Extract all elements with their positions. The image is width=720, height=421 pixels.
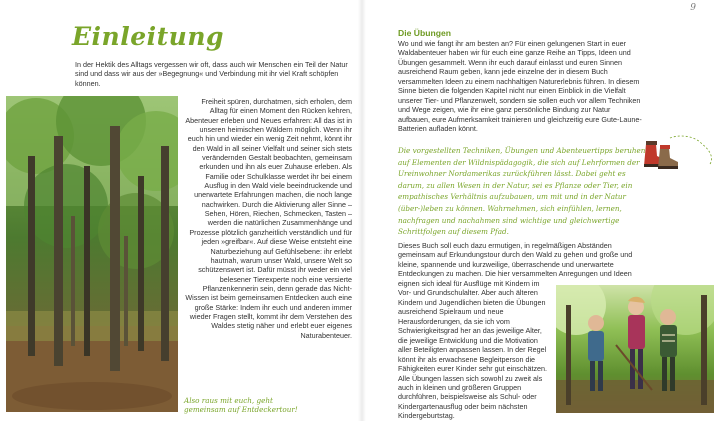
forest-photo: [6, 96, 178, 412]
section-heading: Die Übungen: [398, 28, 451, 38]
right-paragraph-1: Wo und wie fangt ihr am besten an? Für einen gelungenen Start in euer Waldabenteuer haben wir für euch eine ganze Reihe an Tipps, Ideen und Übungen gesammelt. Wenn ihr euch darauf einlasst und euren Sinnen ausreichend Raum geben, kann jede einzelne der in diesem Buch versammelten Ideen zu einem nachhaltigen Naturerlebnis führen. In diesem Sinne bieten die folgenden Kapitel nicht nur einen Einblick in die Vielfalt unserer Tier- und Pflanzenwelt, sondern sie sollen euch vor allem Techniken und Wege zeigen, wie ihr eine ganz persönliche Bindung zur Natur aufbauen, eure Aufmerksamkeit trainieren und gleichzeitig eure Gute-Laune-Batterien aufladen könnt.: [398, 39, 642, 134]
left-body-text: Freiheit spüren, durchatmen, sich erholen, dem Alltag für einen Moment den Rücken kehren, Abenteuer erleben und Neues erfahren: All das ist in unseren heimischen Wäldern möglich. Wenn ihr euch hin und wieder ein wenig Zeit nehmt, könnt ihr den Wald in all seiner Vielfalt und seiner sich stets verändernden Gestalt beobachten, gemeinsam erkunden und ihn als euer Zuhause erleben. Als Familie oder Schulklasse werdet ihr bei einem Ausflug in den Wald viele beeindruckende und unerwartete Erfahrungen machen, die noch lange nachwirken. Durch die Aktivierung aller Sinne – Sehen, Hören, Riechen, Schmecken, Tasten – werden die natürlichen Zusammenhänge und Prozesse plötzlich ganzheitlich verständlich und für jeden »greifbar«. Auf diese Weise entsteht eine Naturbeziehung auf Gefühlsebene: ihr erlebt hautnah, warum unser Wald, unsere Welt so schützenswert ist. Dafür müsst ihr weder ein viel belesener Tierexperte noch eine versierte Pflanzenkennerin sein, denn gerade das Nicht-Wissen ist beim gemeinsamen Entdecken auch eine große Stärke: Indem ihr euch und anderen immer wieder Fragen stellt, kommt ihr dem Verstehen des Waldes stetig näher und erlebt euer eigenes Naturabenteuer.: [185, 97, 352, 340]
intro-paragraph: In der Hektik des Alltags vergessen wir oft, dass auch wir Menschen ein Teil der Natur sind und dass wir aus der »Begegnung« und Verbindung mit ihr viel Kraft schöpfen können.: [75, 60, 348, 88]
page-number: 9: [690, 3, 696, 13]
children-in-forest-photo: [556, 285, 714, 413]
right-paragraph-2-top: Dieses Buch soll euch dazu ermutigen, in regelmäßigen Abständen gemeinsam auf Erkundungstour durch den Wald zu gehen und große und kleine, spannende und kurzweilige, überraschende und unerwartete Entdeckungen zu machen. Die hier versammelten Anregungen und Ideen: [398, 241, 633, 279]
right-paragraph-2-side: eignen sich ideal für Ausflüge mit Kindern im Vor- und Grundschulalter. Aber auch älteren Kindern und Jugendlichen bieten die Übungen ausreichend Spielraum und neue Herausforderungen, da sie ich vom Schwierigkeitsgrad her an das jeweilige Alter, die jeweilige Entwicklung und die Motivation aller Beteiligten anpassen lassen. In der Regel könnt ihr als erwachsene Begleitperson die Fähigkeiten eurer Kinder sehr gut einschätzen. Alle Übungen lassen sich sowohl zu zweit als auch in kleinen und größeren Gruppen durchführen, beispielsweise als Schul- oder Kindergartenausflug oder beim nächsten Kindergeburtstag.: [398, 279, 548, 421]
book-gutter: [358, 0, 366, 421]
chapter-title: Einleitung: [72, 22, 225, 51]
hiking-boots-illustration: [640, 134, 716, 174]
left-script-note: Also raus mit euch, geht gemeinsam auf Entdeckertour!: [184, 396, 298, 414]
pedagogy-script-quote: Die vorgestellten Techniken, Übungen und Abenteuertipps beruhen auf Elementen der Wildnispädagogik, die sich auf Lehrformen der Ureinwohner Nordamerikas zurückführen lässt. Dabei geht es darum, zu allen Wesen in der Natur, sei es Pflanze oder Tier, ein empathisches Verhältnis aufzubauen, um mit und in der Natur (über-)leben zu können. Wahrnehmen, sich einfühlen, lernen, nachfragen und nachahmen sind wichtige und gleichwertige Schrittfolgen auf diesem Pfad.: [398, 146, 646, 237]
